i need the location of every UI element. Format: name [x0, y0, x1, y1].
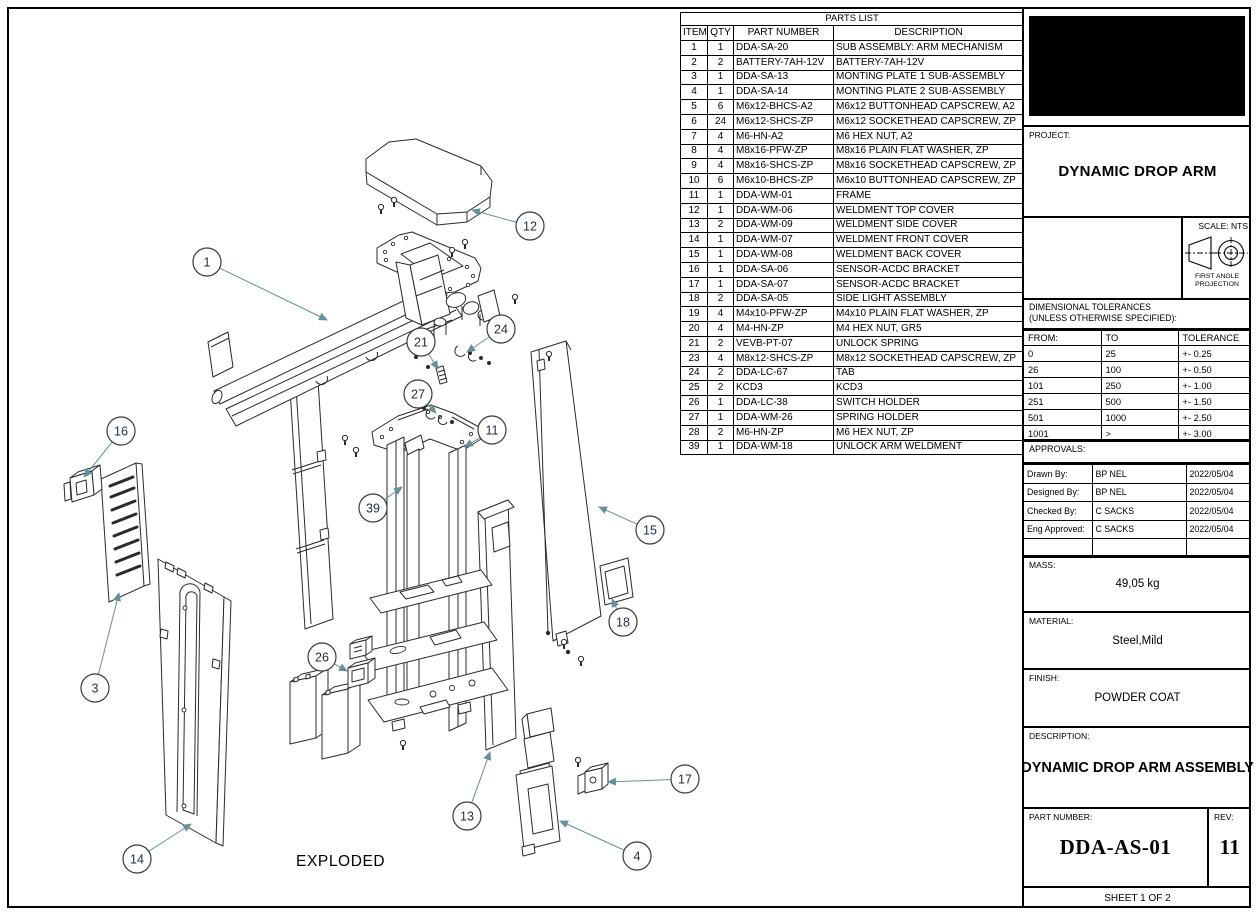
balloon-21	[407, 328, 435, 356]
svg-text:27: 27	[411, 387, 425, 402]
balloon-15	[636, 516, 664, 544]
screw-icon	[353, 447, 358, 457]
finish-section	[1024, 668, 1251, 726]
balloon-13	[453, 802, 481, 830]
leader-line-12	[472, 210, 516, 222]
svg-text:26: 26	[315, 650, 329, 665]
col-header-part-number: PART NUMBER	[734, 26, 834, 41]
parts-row: 9 4 M8x16-SHCS-ZP M8x16 SOCKETHEAD CAPSCREW, ZP	[681, 159, 1024, 174]
tolerance-row: 26 100 +- 0.50	[1024, 362, 1251, 378]
tolerance-row: 501 1000 +- 2.50	[1024, 410, 1251, 426]
balloon-18	[609, 608, 637, 636]
leader-line-3	[99, 593, 119, 674]
approval-row: Eng Approved: C SACKS 2022/05/04	[1024, 520, 1251, 539]
part-number-section	[1024, 807, 1251, 886]
approvals-label: APPROVALS:	[1029, 444, 1086, 454]
sheet-number: SHEET 1 OF 2	[1104, 892, 1171, 904]
parts-list-table	[680, 12, 1024, 455]
tolerances-rows	[1024, 346, 1251, 442]
screw-icon	[512, 294, 517, 304]
parts-row: 11 1 DDA-WM-01 FRAME	[681, 188, 1024, 203]
tolerances-title-line1: DIMENSIONAL TOLERANCES	[1029, 302, 1152, 312]
projection-text-line1: FIRST ANGLE	[1194, 273, 1240, 280]
logo-section	[1024, 7, 1251, 125]
part-back-cover	[531, 341, 601, 646]
leader-line-14	[149, 824, 191, 851]
screw-icon	[378, 204, 383, 214]
svg-text:24: 24	[494, 322, 508, 337]
tol-col-to: TO	[1101, 331, 1178, 346]
svg-text:39: 39	[366, 501, 380, 516]
svg-text:18: 18	[616, 615, 630, 630]
part-sensor-bracket-16	[64, 465, 102, 502]
tolerance-row: 251 500 +- 1.50	[1024, 394, 1251, 410]
mass-label: MASS:	[1029, 560, 1056, 570]
svg-text:4: 4	[633, 849, 641, 864]
screw-icon	[575, 757, 580, 767]
svg-text:17: 17	[678, 772, 692, 787]
description-section	[1021, 726, 1254, 807]
col-header-item: ITEM	[681, 26, 708, 41]
screw-icon	[400, 740, 405, 750]
leader-line-13	[472, 752, 490, 802]
finish-label: FINISH:	[1029, 673, 1060, 683]
approval-row: Designed By: BP NEL 2022/05/04	[1024, 483, 1251, 502]
screw-icon	[561, 639, 566, 649]
parts-row: 24 2 DDA-LC-67 TAB	[681, 366, 1024, 381]
parts-row: 19 4 M4x10-PFW-ZP M4x10 PLAIN FLAT WASHER, ZP	[681, 307, 1024, 322]
approvals-header	[1024, 439, 1251, 462]
part-mounting-plate2	[516, 708, 560, 856]
parts-row: 21 2 VEVB-PT-07 UNLOCK SPRING	[681, 336, 1024, 351]
tolerances-table	[1024, 330, 1251, 442]
parts-row: 12 1 DDA-WM-06 WELDMENT TOP COVER	[681, 203, 1024, 218]
svg-text:14: 14	[130, 852, 144, 867]
part-mounting-plate1	[101, 463, 150, 602]
part-arm-mechanism	[377, 232, 500, 337]
parts-row: 4 1 DDA-SA-14 MONTING PLATE 2 SUB-ASSEMBLY	[681, 85, 1024, 100]
part-side-cover-left	[290, 380, 333, 629]
part-top-cover	[366, 139, 492, 225]
screw-icon	[342, 435, 347, 445]
part-front-cover	[158, 559, 231, 846]
balloon-17	[671, 765, 699, 793]
balloon-16	[107, 417, 135, 445]
balloon-27	[404, 380, 432, 408]
balloon-4	[623, 842, 651, 870]
svg-text:12: 12	[523, 219, 537, 234]
leader-line-15	[599, 507, 637, 524]
balloon-11	[478, 416, 506, 444]
part-switch-holder	[348, 636, 375, 688]
parts-row: 6 24 M6x12-SHCS-ZP M6x12 SOCKETHEAD CAPSCREW, ZP	[681, 114, 1024, 129]
screw-icon	[578, 656, 583, 666]
leader-line-4	[560, 821, 624, 850]
leader-line-1	[220, 268, 327, 320]
parts-row: 16 1 DDA-SA-06 SENSOR-ACDC BRACKET	[681, 262, 1024, 277]
rev-value: 11	[1219, 835, 1241, 859]
project-label: PROJECT:	[1029, 130, 1071, 140]
tolerance-row: 0 25 +- 0.25	[1024, 346, 1251, 362]
leader-line-24	[467, 337, 489, 352]
svg-text:1: 1	[203, 255, 211, 270]
title-block	[1021, 7, 1254, 908]
parts-list-rows	[681, 41, 1024, 455]
description-label: DESCRIPTION:	[1029, 731, 1090, 741]
balloon-14	[123, 845, 151, 873]
approvals-table-section	[1024, 462, 1251, 555]
rev-label: REV:	[1214, 812, 1234, 822]
first-angle-projection-icon	[1185, 233, 1249, 273]
parts-row: 25 2 KCD3 KCD3	[681, 381, 1024, 396]
parts-row: 14 1 DDA-WM-07 WELDMENT FRONT COVER	[681, 233, 1024, 248]
exploded-caption: EXPLODED	[296, 853, 386, 870]
parts-row: 2 2 BATTERY-7AH-12V BATTERY-7AH-12V	[681, 55, 1024, 70]
balloon-39	[359, 494, 387, 522]
finish-value: POWDER COAT	[1094, 692, 1181, 704]
description-value: DYNAMIC DROP ARM ASSEMBLY	[1021, 759, 1254, 776]
balloon-1	[193, 248, 221, 276]
parts-row: 28 2 M6-HN-ZP M6 HEX NUT, ZP	[681, 425, 1024, 440]
balloon-26	[308, 643, 336, 671]
parts-row: 13 2 DDA-WM-09 WELDMENT SIDE COVER	[681, 218, 1024, 233]
tolerance-row: 101 250 +- 1.00	[1024, 378, 1251, 394]
balloon-24	[487, 315, 515, 343]
balloon-3	[81, 674, 109, 702]
tolerances-header	[1024, 298, 1251, 328]
company-logo	[1029, 16, 1245, 116]
svg-text:15: 15	[643, 523, 657, 538]
balloon-12	[516, 212, 544, 240]
screw-icon	[462, 239, 467, 249]
project-section	[1024, 125, 1251, 216]
tol-col-from: FROM:	[1024, 331, 1101, 346]
approvals-table	[1024, 464, 1251, 558]
approval-row: Checked By: C SACKS 2022/05/04	[1024, 502, 1251, 521]
parts-row: 26 1 DDA-LC-38 SWITCH HOLDER	[681, 396, 1024, 411]
parts-row: 17 1 DDA-SA-07 SENSOR-ACDC BRACKET	[681, 277, 1024, 292]
leader-line-26	[335, 664, 347, 671]
svg-text:16: 16	[114, 424, 128, 439]
part-number-value: DDA-AS-01	[1059, 835, 1172, 859]
project-title: DYNAMIC DROP ARM	[1058, 163, 1217, 180]
part-number-label: PART NUMBER:	[1029, 812, 1093, 822]
tol-col-tolerance: TOLERANCE	[1178, 331, 1251, 346]
approval-row: Drawn By: BP NEL 2022/05/04	[1024, 465, 1251, 484]
parts-row: 20 4 M4-HN-ZP M4 HEX NUT, GR5	[681, 322, 1024, 337]
approvals-rows	[1024, 465, 1251, 558]
part-sensor-bracket-17	[578, 763, 608, 794]
material-label: MATERIAL:	[1029, 616, 1074, 626]
scale-empty-cell	[1024, 218, 1183, 298]
parts-row: 10 6 M6x10-BHCS-ZP M6x10 BUTTONHEAD CAPSCREW, ZP	[681, 174, 1024, 189]
projection-text-line2: PROJECTION	[1195, 280, 1239, 288]
part-side-light	[600, 558, 633, 605]
col-header-qty: QTY	[708, 26, 734, 41]
parts-row: 27 1 DDA-WM-26 SPRING HOLDER	[681, 410, 1024, 425]
tolerances-title-line2: (UNLESS OTHERWISE SPECIFIED):	[1029, 312, 1177, 323]
parts-row: 39 1 DDA-WM-18 UNLOCK ARM WELDMENT	[681, 440, 1024, 455]
parts-row: 18 2 DDA-SA-05 SIDE LIGHT ASSEMBLY	[681, 292, 1024, 307]
parts-row: 15 1 DDA-WM-08 WELDMENT BACK COVER	[681, 248, 1024, 263]
parts-list-title: PARTS LIST	[681, 13, 1024, 26]
mass-section	[1024, 555, 1251, 611]
screw-icon	[391, 197, 396, 207]
parts-row: 8 4 M8x16-PFW-ZP M8x16 PLAIN FLAT WASHER, ZP	[681, 144, 1024, 159]
parts-row: 5 6 M6x12-BHCS-A2 M6x12 BUTTONHEAD CAPSCREW, A2	[681, 100, 1024, 115]
svg-text:3: 3	[91, 681, 99, 696]
leader-line-17	[608, 780, 671, 782]
mass-value: 49,05 kg	[1115, 578, 1160, 590]
sheet-section	[1024, 886, 1251, 908]
parts-row: 3 1 DDA-SA-13 MONTING PLATE 1 SUB-ASSEMBLY	[681, 70, 1024, 85]
scale-section	[1024, 216, 1251, 298]
svg-text:11: 11	[485, 423, 499, 438]
material-section	[1024, 611, 1251, 668]
svg-text:21: 21	[414, 335, 428, 350]
part-small-plate	[208, 332, 233, 377]
tolerance-row: 1001 > +- 3.00	[1024, 426, 1251, 442]
parts-row: 7 4 M6-HN-A2 M6 HEX NUT, A2	[681, 129, 1024, 144]
parts-row: 1 1 DDA-SA-20 SUB ASSEMBLY: ARM MECHANISM	[681, 41, 1024, 56]
parts-row: 23 4 M8x12-SHCS-ZP M8x12 SOCKETHEAD CAPSCREW, ZP	[681, 351, 1024, 366]
leader-line-21	[429, 354, 438, 369]
col-header-description: DESCRIPTION	[834, 26, 1024, 41]
svg-text:13: 13	[460, 809, 474, 824]
material-value: Steel,Mild	[1112, 634, 1163, 647]
scale-value: SCALE: NTS	[1198, 221, 1248, 231]
tolerances-table-section	[1024, 328, 1251, 439]
